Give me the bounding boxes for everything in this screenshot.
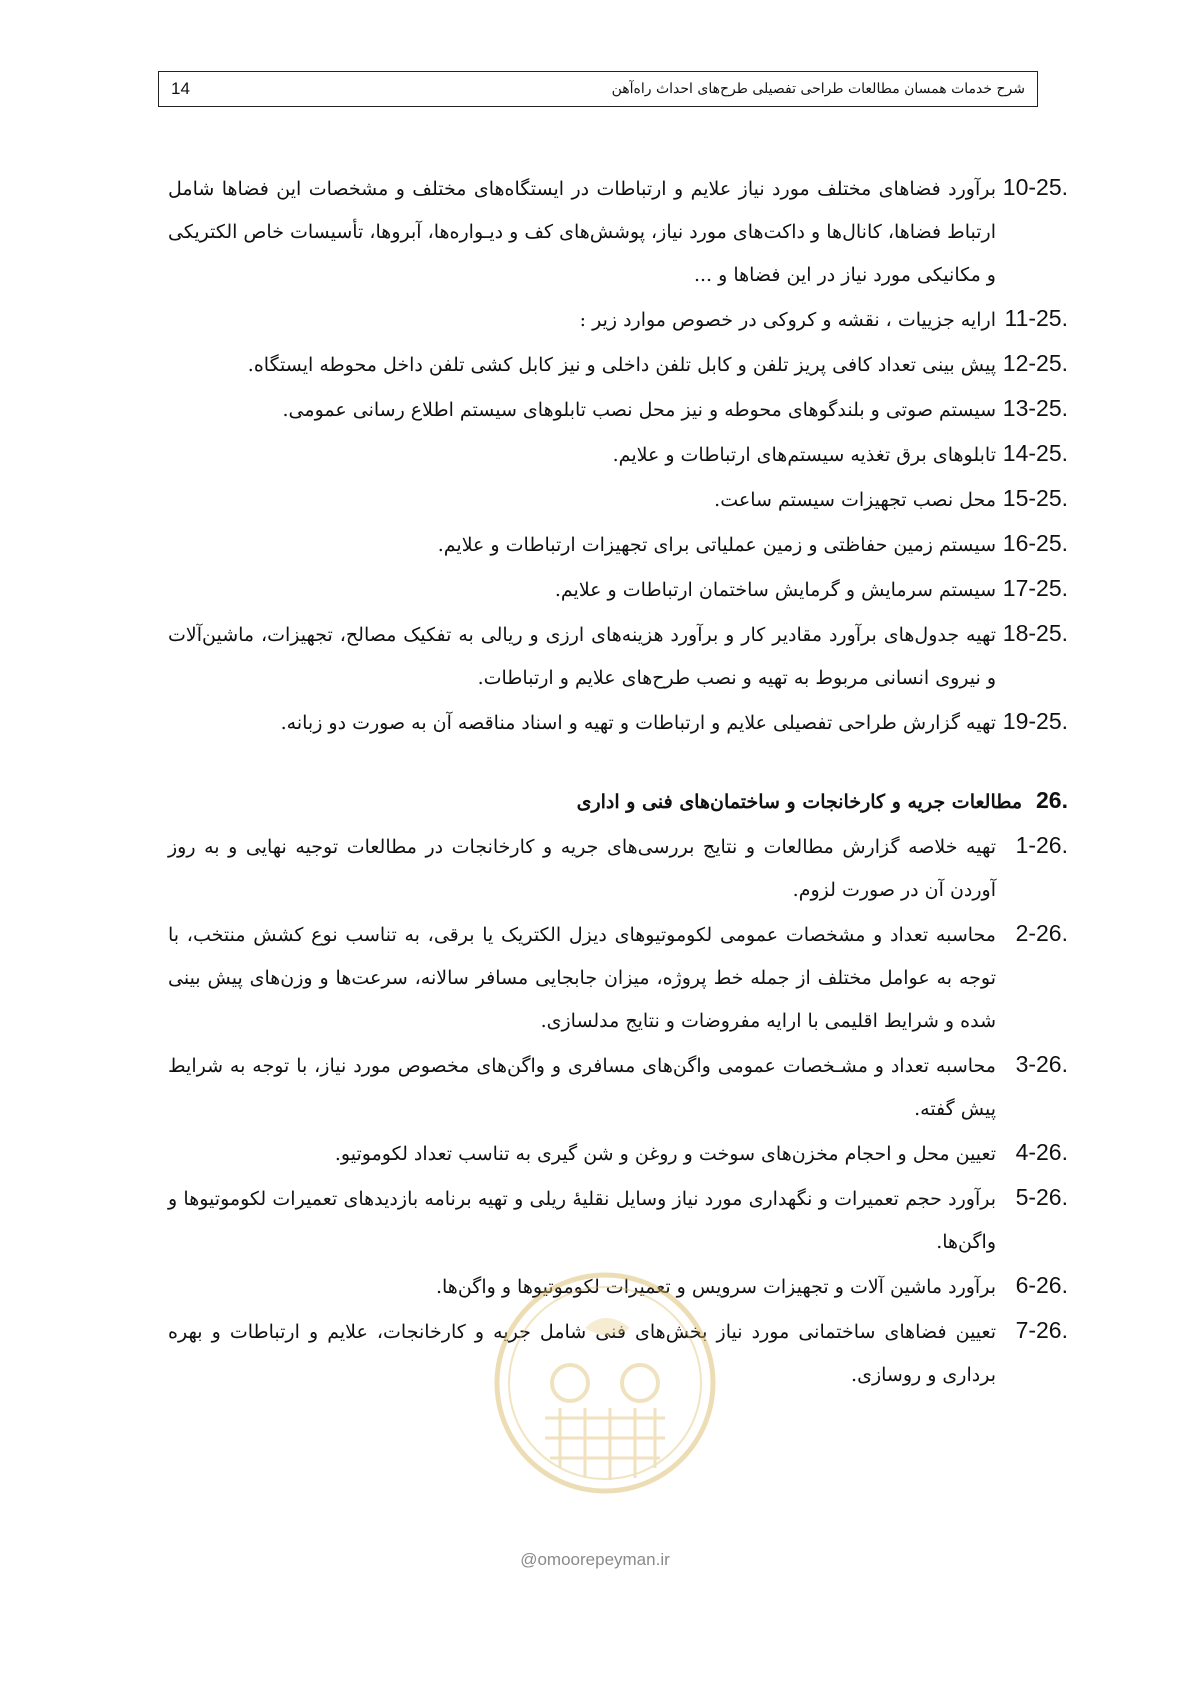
- list-item: [168, 166, 1068, 297]
- item-number: 3-26.: [1015, 1051, 1068, 1077]
- item-text: برآورد فضاهای مختلف مورد نیاز علایم و ارتباطات در ایستگاه‌های مختلف و مشخصات این فضاها شامل ارتباط فضاها، کانال‌ها و داکت‌های مورد نیاز، پوشش‌های کف و دیـواره‌ها، آبروها، تأسیسات خاص الکتریکی و مکانیکی مورد نیاز در این فضاها و ...: [168, 178, 996, 286]
- item-text: تهیه خلاصه گزارش مطالعات و نتایج بررسی‌های جریه و کارخانجات در مطالعات توجیه نهایی و به روز آوردن آن در صورت لزوم.: [168, 836, 996, 901]
- item-number: 6-26.: [1015, 1272, 1068, 1298]
- item-number: 16-25.: [1002, 530, 1068, 556]
- section-title-text: مطالعات جریه و کارخانجات و ساختمان‌های فنی و اداری: [576, 791, 1022, 813]
- watermark-site-text: @omoorepeyman.ir: [520, 1550, 670, 1569]
- list-items-25: [168, 166, 1068, 745]
- item-text: محل نصب تجهیزات سیستم ساعت.: [714, 489, 996, 511]
- list-item: [168, 432, 1068, 477]
- item-number: 11-25.: [1004, 305, 1068, 331]
- list-item: [168, 477, 1068, 522]
- item-number: 13-25.: [1002, 395, 1068, 421]
- list-item: [168, 387, 1068, 432]
- item-number: 12-25.: [1002, 350, 1068, 376]
- page-content: [168, 166, 1068, 1397]
- list-item: [168, 1176, 1068, 1264]
- header-title: شرح خدمات همسان مطالعات طراحی تفصیلی طرح‌های احداث راه‌آهن: [611, 81, 1025, 97]
- item-text: تهیه گزارش طراحی تفصیلی علایم و ارتباطات و تهیه و اسناد مناقصه آن به صورت دو زبانه.: [280, 712, 996, 734]
- item-text: محاسبه تعداد و مشخصات عمومی لکوموتیوهای دیزل الکتریک یا برقی، به تناسب نوع کشش منتخب، با توجه به عوامل مختلف از جمله خط پروژه، میزان جابجایی مسافر سالانه، سرعت‌ها و وزن‌های پیش بینی شده و شرایط اقلیمی با ارایه مفروضات و نتایج مدلسازی.: [168, 924, 996, 1032]
- list-item: [168, 1131, 1068, 1176]
- list-item: [168, 700, 1068, 745]
- item-number: 19-25.: [1002, 708, 1068, 734]
- item-number: 17-25.: [1002, 575, 1068, 601]
- page-number: 14: [171, 79, 190, 98]
- item-text: تعیین محل و احجام مخزن‌های سوخت و روغن و شن گیری به تناسب تعداد لکوموتیو.: [334, 1143, 996, 1165]
- item-text: سیستم سرمایش و گرمایش ساختمان ارتباطات و علایم.: [554, 579, 996, 601]
- list-item: [168, 567, 1068, 612]
- item-number: 1-26.: [1015, 832, 1068, 858]
- list-item: [168, 522, 1068, 567]
- item-text: تابلوهای برق تغذیه سیستم‌های ارتباطات و علایم.: [612, 444, 996, 466]
- item-number: 2-26.: [1015, 920, 1068, 946]
- list-item: [168, 612, 1068, 700]
- item-text: سیستم زمین حفاظتی و زمین عملیاتی برای تجهیزات ارتباطات و علایم.: [437, 534, 996, 556]
- item-number: 4-26.: [1015, 1139, 1068, 1165]
- page-header: [158, 71, 1038, 107]
- item-text: تعیین فضاهای ساختمانی مورد نیاز بخش‌های فنی شامل جریه و کارخانجات، علایم و ارتباطات و بهره برداری و روسازی.: [168, 1321, 996, 1386]
- list-item: [168, 297, 1068, 342]
- list-item: [168, 342, 1068, 387]
- item-text: محاسبه تعداد و مشـخصات عمومی واگن‌های مسافری و واگن‌های مخصوص مورد نیاز، با توجه به شرایط پیش گفته.: [168, 1055, 996, 1120]
- item-number: 5-26.: [1015, 1184, 1068, 1210]
- item-text: ارایه جزییات ، نقشه و کروکی در خصوص موارد زیر :: [579, 309, 996, 331]
- list-item: [168, 912, 1068, 1043]
- item-text: پیش بینی تعداد کافی پریز تلفن و کابل تلفن داخلی و نیز کابل کشی تلفن داخل محوطه ایستگاه.: [247, 354, 996, 376]
- seal-watermark-icon: [490, 1268, 720, 1498]
- item-number: 7-26.: [1015, 1317, 1068, 1343]
- list-item: [168, 1043, 1068, 1131]
- item-text: تهیه جدول‌های برآورد مقادیر کار و برآورد هزینه‌های ارزی و ریالی به تفکیک مصالح، تجهیزات، ماشین‌آلات و نیروی انسانی مربوط به تهیه و نصب طرح‌های علایم و ارتباطات.: [168, 624, 996, 689]
- list-item: [168, 824, 1068, 912]
- item-number: 15-25.: [1002, 485, 1068, 511]
- item-number: 10-25.: [1002, 174, 1068, 200]
- item-number: 14-25.: [1002, 440, 1068, 466]
- section-number: 26.: [1036, 787, 1068, 813]
- section-26-title: [168, 779, 1068, 824]
- item-text: سیستم صوتی و بلندگوهای محوطه و نیز محل نصب تابلوهای سیستم اطلاع رسانی عمومی.: [282, 399, 996, 421]
- item-text: برآورد حجم تعمیرات و نگهداری مورد نیاز وسایل نقلیهٔ ریلی و تهیه برنامه بازدیدهای تعمیرات لکوموتیوها و واگن‌ها.: [168, 1188, 996, 1253]
- item-text: برآورد ماشین آلات و تجهیزات سرویس و تعمیرات لکوموتیوها و واگن‌ها.: [435, 1276, 996, 1298]
- item-number: 18-25.: [1002, 620, 1068, 646]
